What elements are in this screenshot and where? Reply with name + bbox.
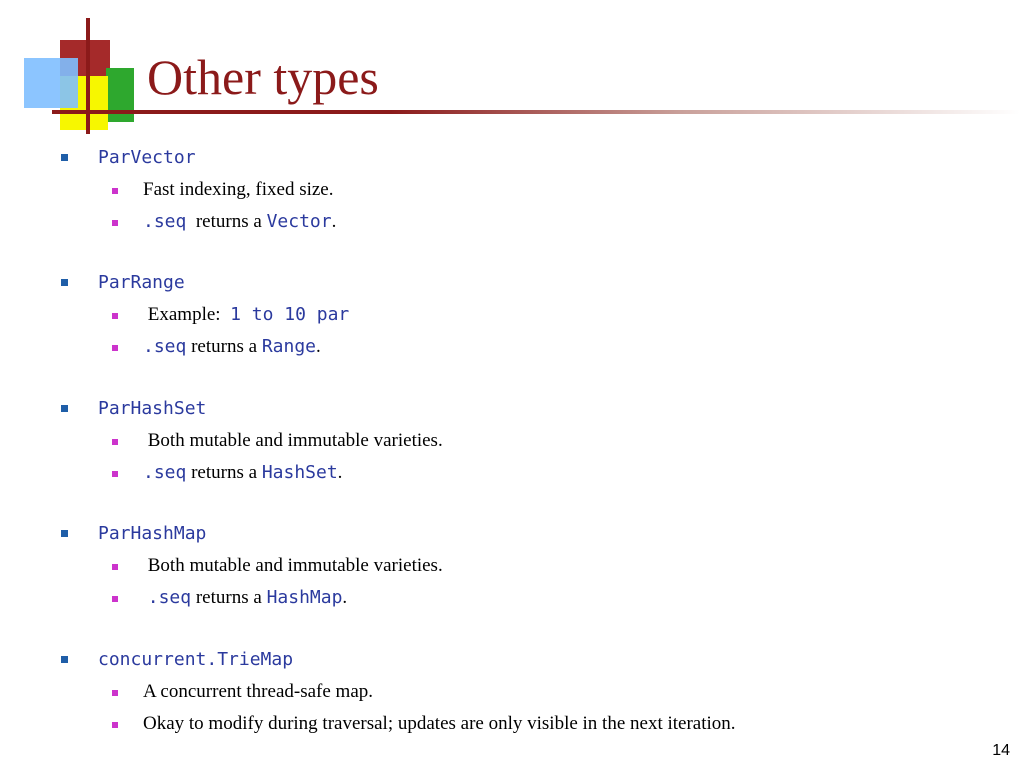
code-text: 1 to 10 par — [230, 304, 350, 325]
code-text: Range — [261, 336, 316, 357]
body-text: . — [316, 336, 321, 357]
list-item-heading: ParVector — [98, 147, 196, 168]
list-item-heading: ParHashSet — [98, 398, 207, 419]
body-text: returns a — [186, 211, 267, 232]
code-text: HashMap — [266, 587, 343, 608]
bullet-icon — [61, 656, 68, 663]
body-text: A concurrent thread-safe map. — [143, 681, 374, 702]
body-text: Both mutable and immutable varieties. — [143, 555, 443, 576]
list-item-heading: concurrent.TrieMap — [98, 649, 294, 670]
body-text: Fast indexing, fixed size. — [143, 179, 334, 200]
list-item-heading: ParRange — [98, 272, 185, 293]
body-text: . — [342, 587, 348, 608]
body-text: returns a — [186, 336, 262, 357]
bullet-icon — [61, 154, 68, 161]
list-sub-item — [143, 462, 342, 484]
code-text: .seq — [143, 462, 187, 483]
sub-bullet-icon — [112, 471, 118, 477]
sub-bullet-icon — [112, 690, 118, 696]
bullet-icon — [61, 405, 68, 412]
bullet-icon — [61, 530, 68, 537]
code-text: HashSet — [261, 462, 338, 483]
sub-bullet-icon — [112, 313, 118, 319]
body-text: Okay to modify during traversal; updates are only visible in the next iteration. — [143, 713, 736, 734]
sub-bullet-icon — [112, 439, 118, 445]
body-text: . — [331, 211, 337, 232]
list-sub-item — [143, 681, 373, 703]
sub-bullet-icon — [112, 596, 118, 602]
list-sub-item — [143, 555, 443, 577]
code-text: .seq — [147, 587, 192, 608]
list-sub-item — [143, 587, 347, 609]
list-item-heading: ParHashMap — [98, 523, 207, 544]
list-sub-item — [143, 304, 349, 326]
body-text: Both mutable and immutable varieties. — [143, 430, 443, 451]
body-text: returns a — [186, 462, 262, 483]
sub-bullet-icon — [112, 722, 118, 728]
sub-bullet-icon — [112, 188, 118, 194]
sub-bullet-icon — [112, 564, 118, 570]
bullet-icon — [61, 279, 68, 286]
sub-bullet-icon — [112, 345, 118, 351]
list-sub-item — [143, 211, 336, 233]
sub-bullet-icon — [112, 220, 118, 226]
page-number: 14 — [992, 742, 1010, 759]
list-sub-item — [143, 713, 736, 735]
body-text: Example: — [143, 304, 231, 325]
code-text: .seq — [143, 336, 187, 357]
body-text: . — [337, 462, 343, 483]
list-sub-item — [143, 430, 443, 452]
slide-title: Other types — [147, 49, 379, 105]
list-sub-item — [143, 336, 321, 358]
code-text: Vector — [266, 211, 332, 232]
list-sub-item — [143, 179, 334, 201]
code-text: .seq — [143, 211, 187, 232]
body-text: returns a — [191, 587, 267, 608]
